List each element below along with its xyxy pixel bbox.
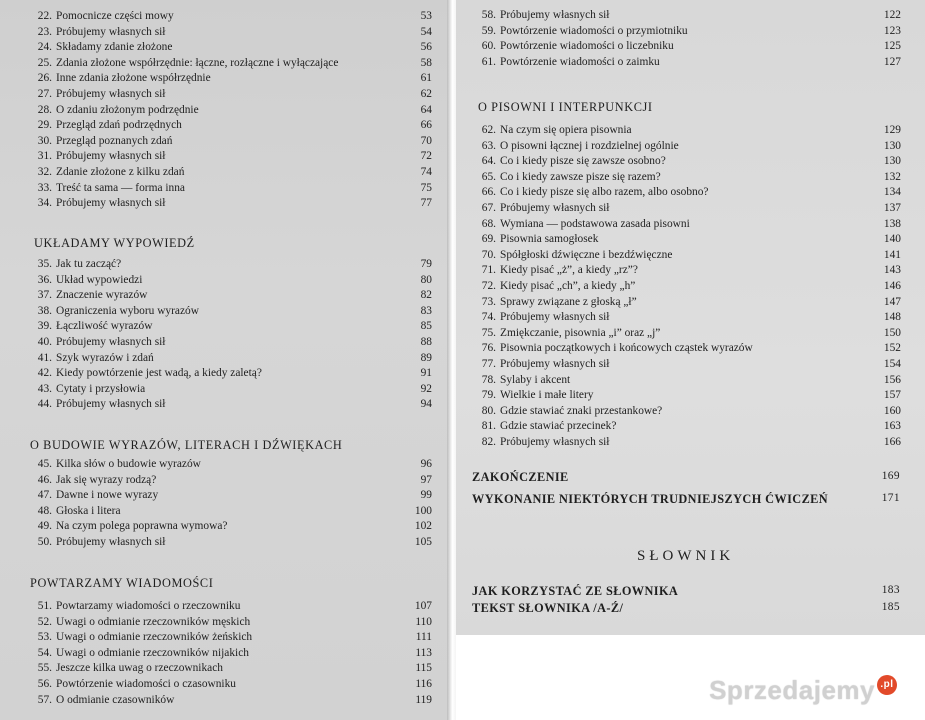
entry-page: 107: [414, 600, 432, 612]
entry-page: 111: [415, 631, 432, 644]
entry-title: Gdzie stawiać przecinek?: [500, 420, 617, 433]
toc-entry: [30, 352, 432, 366]
entry-number: 48.: [37, 504, 52, 517]
toc-entry: [474, 436, 901, 450]
entry-title: JAK KORZYSTAĆ ZE SŁOWNIKA: [472, 584, 679, 598]
toc-entry: [30, 41, 432, 55]
entry-page: 80: [420, 273, 432, 286]
entry-page: 88: [420, 336, 432, 348]
entry-number: 82.: [481, 436, 496, 448]
entry-number: 36.: [37, 273, 52, 286]
entry-number: 22.: [37, 10, 52, 22]
entry-title: Kilka słów o budowie wyrazów: [56, 458, 201, 470]
toc-entry: [30, 616, 432, 630]
toc-entry-tekst-slownika: [472, 601, 900, 616]
entry-page: 157: [883, 389, 901, 402]
toc-entry: [30, 150, 432, 164]
entry-number: 73.: [481, 295, 496, 308]
entry-page: 94: [420, 398, 432, 411]
entry-number: 66.: [481, 186, 496, 199]
entry-number: 46.: [37, 473, 52, 486]
toc-entry: [474, 171, 901, 185]
toc-entry: [474, 40, 901, 54]
toc-entry: [30, 104, 432, 118]
entry-number: 71.: [481, 264, 496, 277]
entry-page: 147: [883, 295, 901, 308]
entry-page: 75: [420, 181, 432, 194]
entry-title: Powtórzenie wiadomości o czasowniku: [56, 678, 236, 690]
entry-page: 163: [883, 420, 901, 433]
entry-title: Przegląd zdań podrzędnych: [56, 119, 182, 132]
toc-entry-zakonczenie: [472, 470, 900, 485]
entry-number: 53.: [37, 631, 52, 644]
entry-title: Gdzie stawiać znaki przestankowe?: [500, 404, 663, 417]
toc-entry: [30, 10, 432, 24]
toc-entry: [30, 182, 432, 196]
entry-title: Składamy zdanie złożone: [56, 41, 173, 54]
entry-number: 61.: [481, 55, 496, 68]
entry-title: Próbujemy własnych sił: [56, 150, 166, 163]
entry-page: 79: [420, 258, 432, 270]
toc-entry: [30, 489, 432, 503]
entry-number: 67.: [481, 202, 496, 214]
toc-entry: [30, 694, 432, 708]
entry-page: 64: [420, 103, 432, 116]
entry-title: Powtarzamy wiadomości o rzeczowniku: [56, 600, 241, 612]
entry-number: 75.: [481, 326, 496, 339]
entry-title: Próbujemy własnych sił: [56, 197, 166, 210]
entry-number: 69.: [481, 233, 496, 246]
entry-title: Próbujemy własnych sił: [500, 311, 610, 324]
entry-number: 72.: [481, 280, 496, 292]
entry-page: 83: [420, 304, 432, 317]
toc-entry: [30, 320, 432, 334]
toc-entry: [30, 383, 432, 397]
entry-title: Próbujemy własnych sił: [56, 88, 166, 100]
toc-entry: [474, 202, 901, 216]
entry-page: 97: [420, 473, 432, 486]
entry-number: 24.: [37, 41, 52, 54]
entry-title: Kiedy pisać „ż”, a kiedy „rz”?: [500, 264, 638, 277]
entry-page: 127: [883, 55, 901, 68]
entry-title: Uwagi o odmianie rzeczowników żeńskich: [56, 631, 253, 644]
entry-page: 130: [883, 139, 901, 152]
entry-page: 77: [420, 197, 432, 210]
entry-title: Układ wypowiedzi: [56, 273, 143, 286]
watermark-logo: [709, 675, 897, 706]
entry-number: 70.: [481, 248, 496, 261]
entry-number: 57.: [37, 693, 52, 706]
toc-entry: [474, 140, 901, 154]
entry-number: 26.: [37, 72, 52, 85]
entry-number: 64.: [481, 155, 496, 168]
entry-title: Jeszcze kilka uwag o rzeczownikach: [56, 662, 223, 675]
entry-page: 116: [415, 678, 432, 690]
entry-number: 33.: [37, 181, 52, 194]
entry-number: 80.: [481, 404, 496, 417]
entry-page: 171: [881, 492, 900, 504]
entry-page: 160: [883, 404, 901, 417]
entry-title: Kiedy pisać „ch”, a kiedy „h”: [500, 280, 636, 292]
entry-title: Próbujemy własnych sił: [56, 536, 166, 548]
toc-entry: [474, 374, 901, 388]
entry-title: Co i kiedy zawsze pisze się razem?: [500, 170, 661, 183]
entry-number: 47.: [37, 489, 52, 502]
entry-page: 110: [415, 615, 432, 628]
entry-number: 40.: [37, 336, 52, 348]
entry-title: Uwagi o odmianie rzeczowników męskich: [56, 615, 251, 628]
entry-number: 38.: [37, 304, 52, 317]
entry-title: Próbujemy własnych sił: [56, 336, 166, 348]
toc-entry: [30, 678, 432, 692]
entry-page: 56: [420, 41, 432, 54]
toc-entry: [474, 155, 901, 169]
entry-page: 146: [883, 280, 901, 292]
toc-entry: [474, 186, 901, 200]
entry-number: 56.: [37, 678, 52, 690]
entry-page: 105: [414, 536, 432, 548]
entry-title: Próbujemy własnych sił: [500, 358, 610, 370]
entry-page: 122: [883, 9, 901, 21]
toc-entry: [30, 458, 432, 472]
entry-page: 150: [883, 326, 901, 339]
entry-title: Jak się wyrazy rodzą?: [56, 473, 157, 486]
entry-page: 183: [881, 584, 900, 596]
entry-number: 49.: [37, 520, 52, 533]
entry-title: Kiedy powtórzenie jest wadą, a kiedy zaletą?: [56, 367, 262, 380]
toc-entry: [30, 26, 432, 40]
entry-page: 113: [415, 646, 432, 659]
toc-entry: [30, 258, 432, 272]
entry-page: 61: [420, 72, 432, 85]
entry-title: Powtórzenie wiadomości o przymiotniku: [500, 24, 688, 37]
entry-number: 23.: [37, 25, 52, 38]
entry-number: 62.: [481, 124, 496, 136]
toc-entry: [30, 536, 432, 550]
entry-number: 55.: [37, 662, 52, 675]
toc-entry-jak-korzystac: [472, 584, 900, 599]
entry-title: Dawne i nowe wyrazy: [56, 489, 159, 502]
entry-page: 99: [420, 489, 432, 502]
entry-page: 169: [881, 470, 900, 482]
entry-number: 42.: [37, 367, 52, 380]
section-heading-ukladamy: UKŁADAMY WYPOWIEDŹ: [34, 236, 195, 250]
entry-title: Wymiana — podstawowa zasada pisowni: [500, 217, 690, 230]
watermark-suffix: .pl: [877, 675, 897, 695]
toc-entry: [30, 631, 432, 645]
entry-number: 74.: [481, 311, 496, 324]
entry-title: Próbujemy własnych sił: [56, 25, 166, 38]
entry-title: Przegląd poznanych zdań: [56, 134, 173, 147]
toc-entry: [474, 124, 901, 138]
entry-page: 166: [883, 436, 901, 448]
page-gutter: [447, 0, 456, 720]
entry-number: 27.: [37, 88, 52, 100]
toc-entry: [30, 305, 432, 319]
entry-page: 156: [883, 373, 901, 386]
entry-number: 34.: [37, 197, 52, 210]
entry-number: 51.: [37, 600, 52, 612]
entry-title: Na czym się opiera pisownia: [500, 124, 632, 136]
toc-entry: [474, 218, 901, 232]
section-heading-powtarzamy: POWTARZAMY WIADOMOŚCI: [30, 576, 214, 590]
toc-entry: [474, 249, 901, 263]
toc-entry: [474, 420, 901, 434]
entry-title: Zdanie złożone z kilku zdań: [56, 166, 185, 178]
toc-entry: [30, 274, 432, 288]
entry-number: 32.: [37, 166, 52, 178]
section-heading-pisownia: O PISOWNI I INTERPUNKCJI: [478, 100, 653, 114]
entry-number: 63.: [481, 139, 496, 152]
dictionary-heading: SŁOWNIK: [637, 548, 735, 564]
entry-title: Ograniczenia wyboru wyrazów: [56, 304, 199, 317]
toc-entry: [30, 505, 432, 519]
entry-page: 132: [883, 170, 901, 183]
entry-number: 41.: [37, 351, 52, 364]
toc-entry: [30, 289, 432, 303]
toc-entry-wykonanie: [472, 492, 900, 507]
entry-number: 29.: [37, 119, 52, 132]
entry-title: Głoska i litera: [56, 504, 121, 517]
entry-title: Sylaby i akcent: [500, 373, 571, 386]
entry-page: 85: [420, 320, 432, 333]
toc-entry: [30, 367, 432, 381]
toc-entry: [30, 135, 432, 149]
toc-entry: [30, 520, 432, 534]
entry-page: 70: [420, 134, 432, 147]
entry-title: Pisownia samogłosek: [500, 233, 599, 246]
entry-title: Szyk wyrazów i zdań: [56, 351, 154, 364]
entry-number: 39.: [37, 320, 52, 333]
entry-title: Uwagi o odmianie rzeczowników nijakich: [56, 646, 249, 659]
entry-page: 115: [415, 662, 432, 675]
toc-entry: [474, 296, 901, 310]
entry-title: Sprawy związane z głoską „ł”: [500, 295, 637, 308]
entry-number: 45.: [37, 458, 52, 470]
entry-number: 68.: [481, 217, 496, 230]
entry-page: 58: [420, 56, 432, 69]
entry-number: 52.: [37, 615, 52, 628]
entry-number: 35.: [37, 258, 52, 270]
toc-entry: [474, 358, 901, 372]
entry-number: 30.: [37, 134, 52, 147]
toc-entry: [474, 233, 901, 247]
toc-entry: [474, 327, 901, 341]
entry-number: 76.: [481, 342, 496, 355]
entry-page: 125: [883, 40, 901, 53]
entry-number: 78.: [481, 373, 496, 386]
entry-title: Pomocnicze części mowy: [56, 10, 174, 22]
entry-title: Spółgłoski dźwięczne i bezdźwięczne: [500, 248, 673, 261]
entry-number: 31.: [37, 150, 52, 163]
entry-page: 92: [420, 382, 432, 395]
entry-title: Jak tu zacząć?: [56, 258, 122, 270]
toc-entry: [30, 88, 432, 102]
entry-page: 91: [420, 367, 432, 380]
entry-title: Treść ta sama — forma inna: [56, 181, 185, 194]
entry-title: Pisownia początkowych i końcowych cząstek wyrazów: [500, 342, 753, 355]
entry-page: 154: [883, 358, 901, 370]
toc-entry: [474, 9, 901, 23]
entry-page: 74: [420, 166, 432, 178]
entry-number: 25.: [37, 56, 52, 69]
toc-entry: [30, 662, 432, 676]
toc-entry: [474, 56, 901, 70]
toc-entry: [30, 600, 432, 614]
entry-page: 130: [883, 155, 901, 168]
entry-number: 50.: [37, 536, 52, 548]
toc-entry: [30, 398, 432, 412]
entry-title: Próbujemy własnych sił: [56, 398, 166, 411]
entry-page: 148: [883, 311, 901, 324]
entry-page: 53: [420, 10, 432, 22]
entry-number: 60.: [481, 40, 496, 53]
entry-title: Co i kiedy pisze się albo razem, albo osobno?: [500, 186, 709, 199]
entry-title: ZAKOŃCZENIE: [472, 470, 569, 484]
toc-entry: [474, 264, 901, 278]
entry-page: 82: [420, 289, 432, 302]
toc-entry: [474, 280, 901, 294]
entry-page: 129: [883, 124, 901, 136]
entry-title: Znaczenie wyrazów: [56, 289, 148, 302]
entry-number: 58.: [481, 9, 496, 21]
entry-page: 137: [883, 202, 901, 214]
entry-page: 141: [883, 248, 901, 261]
section-heading-o-budowie: O BUDOWIE WYRAZÓW, LITERACH I DŹWIĘKACH: [30, 438, 343, 452]
entry-page: 185: [881, 601, 900, 613]
entry-title: Próbujemy własnych sił: [500, 9, 610, 21]
entry-title: TEKST SŁOWNIKA /A-Ź/: [472, 601, 624, 615]
entry-page: 96: [420, 458, 432, 470]
toc-entry: [474, 311, 901, 325]
entry-number: 81.: [481, 420, 496, 433]
entry-page: 102: [414, 520, 432, 533]
entry-title: O pisowni łącznej i rozdzielnej ogólnie: [500, 139, 679, 152]
entry-title: O zdaniu złożonym podrzędnie: [56, 103, 199, 116]
toc-entry: [30, 57, 432, 71]
entry-title: Cytaty i przysłowia: [56, 382, 146, 395]
entry-title: Co i kiedy pisze się zawsze osobno?: [500, 155, 666, 168]
entry-title: O odmianie czasowników: [56, 693, 175, 706]
entry-page: 72: [420, 150, 432, 163]
entry-number: 77.: [481, 358, 496, 370]
entry-page: 66: [420, 119, 432, 132]
toc-entry: [474, 405, 901, 419]
toc-entry: [30, 72, 432, 86]
entry-page: 143: [883, 264, 901, 277]
entry-title: Powtórzenie wiadomości o liczebniku: [500, 40, 674, 53]
entry-number: 79.: [481, 389, 496, 402]
entry-number: 65.: [481, 170, 496, 183]
toc-entry: [30, 197, 432, 211]
entry-page: 119: [415, 693, 432, 706]
entry-page: 152: [883, 342, 901, 355]
entry-title: Inne zdania złożone współrzędnie: [56, 72, 211, 85]
toc-entry: [30, 119, 432, 133]
entry-number: 43.: [37, 382, 52, 395]
entry-page: 140: [883, 233, 901, 246]
toc-entry: [30, 474, 432, 488]
entry-number: 59.: [481, 24, 496, 37]
toc-entry: [474, 389, 901, 403]
entry-title: Powtórzenie wiadomości o zaimku: [500, 55, 660, 68]
entry-title: Wielkie i małe litery: [500, 389, 594, 402]
entry-title: Na czym polega poprawna wymowa?: [56, 520, 228, 533]
entry-title: Zmiękczanie, pisownia „i” oraz „j”: [500, 326, 661, 339]
entry-number: 54.: [37, 646, 52, 659]
entry-page: 100: [414, 504, 432, 517]
entry-number: 44.: [37, 398, 52, 411]
entry-page: 89: [420, 351, 432, 364]
entry-number: 37.: [37, 289, 52, 302]
entry-page: 54: [420, 25, 432, 38]
entry-title: Próbujemy własnych sił: [500, 202, 610, 214]
toc-entry: [30, 647, 432, 661]
entry-title: WYKONANIE NIEKTÓRYCH TRUDNIEJSZYCH ĆWICZEŃ: [472, 492, 829, 506]
entry-page: 62: [420, 88, 432, 100]
toc-entry: [474, 342, 901, 356]
entry-page: 134: [883, 186, 901, 199]
toc-entry: [30, 336, 432, 350]
entry-page: 138: [883, 217, 901, 230]
entry-title: Zdania złożone współrzędnie: łączne, rozłączne i wyłączające: [56, 56, 339, 69]
toc-entry: [474, 25, 901, 39]
entry-number: 28.: [37, 103, 52, 116]
entry-title: Łączliwość wyrazów: [56, 320, 153, 333]
toc-entry: [30, 166, 432, 180]
watermark-text: Sprzedajemy: [709, 675, 875, 705]
entry-page: 123: [883, 24, 901, 37]
entry-title: Próbujemy własnych sił: [500, 436, 610, 448]
